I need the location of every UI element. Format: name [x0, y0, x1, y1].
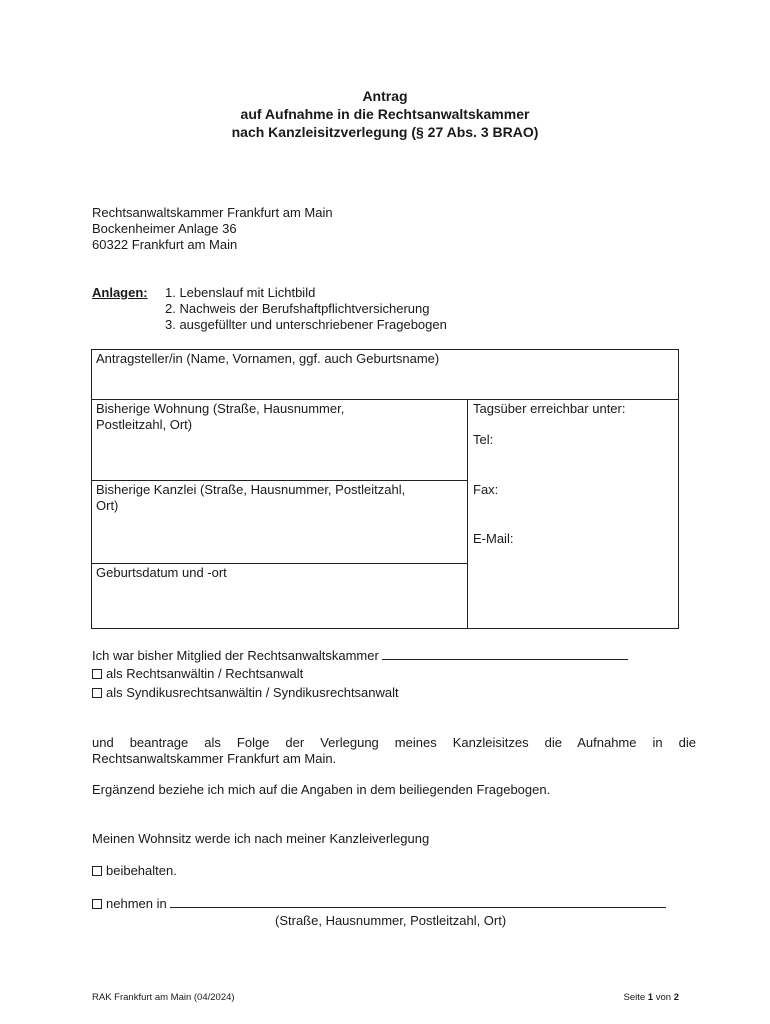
attachments-label: Anlagen:: [92, 285, 148, 300]
membership-line: [92, 648, 628, 664]
option-lawyer: [92, 666, 303, 682]
attachments-list: [165, 285, 447, 333]
recipient-address: [92, 205, 333, 253]
membership-text: Ich war bisher Mitglied der Rechtsanwaltskammer: [92, 648, 379, 663]
new-residence-input[interactable]: [170, 896, 666, 908]
office-field[interactable]: [91, 480, 468, 564]
title-line-1: Antrag: [362, 88, 408, 104]
footer-left: RAK Frankfurt am Main (04/2024): [92, 992, 235, 1003]
reference-paragraph: Ergänzend beziehe ich mich auf die Angaben in dem beiliegenden Fragebogen.: [92, 782, 551, 797]
residence-hint: (Straße, Hausnummer, Postleitzahl, Ort): [275, 913, 507, 928]
attachment-item: 2. Nachweis der Berufshaftpflichtversicherung: [165, 301, 430, 316]
syndic-checkbox[interactable]: [92, 688, 102, 698]
keep-checkbox[interactable]: [92, 866, 102, 876]
take-checkbox[interactable]: [92, 899, 102, 909]
request-paragraph: [92, 735, 696, 767]
option-syndic-label: als Syndikusrechtsanwältin / Syndikusrechtsanwalt: [106, 685, 399, 700]
page-number: Seite 1 von 2: [623, 992, 679, 1003]
option-lawyer-label: als Rechtsanwältin / Rechtsanwalt: [106, 666, 304, 681]
contact-field[interactable]: [467, 399, 679, 629]
address-line-1: Rechtsanwaltskammer Frankfurt am Main: [92, 205, 333, 220]
option-take: [92, 896, 666, 912]
address-line-3: 60322 Frankfurt am Main: [92, 237, 238, 252]
take-label: nehmen in: [106, 896, 167, 911]
birth-field[interactable]: [91, 563, 468, 629]
option-syndic: [92, 685, 399, 701]
option-keep: [92, 863, 177, 879]
lawyer-checkbox[interactable]: [92, 669, 102, 679]
attachment-item: 3. ausgefüllter und unterschriebener Fragebogen: [165, 317, 447, 332]
document-title: [0, 87, 770, 141]
email-label: E-Mail:: [473, 531, 514, 546]
attachment-item: 1. Lebenslauf mit Lichtbild: [165, 285, 316, 300]
contact-title: Tagsüber erreichbar unter:: [473, 401, 626, 416]
title-line-2: auf Aufnahme in die Rechtsanwaltskammer: [240, 106, 530, 122]
residence-label: Bisherige Wohnung (Straße, Hausnummer, Postleitzahl, Ort): [96, 401, 345, 432]
fax-label: Fax:: [473, 482, 499, 497]
request-line-1: und beantrage als Folge der Verlegung meines Kanzleisitzes die Aufnahme in die: [92, 735, 696, 750]
tel-label: Tel:: [473, 432, 494, 447]
office-label: Bisherige Kanzlei (Straße, Hausnummer, Postleitzahl, Ort): [96, 482, 406, 513]
membership-chamber-input[interactable]: [382, 648, 628, 660]
birth-label: Geburtsdatum und -ort: [96, 565, 227, 580]
applicant-label: Antragsteller/in (Name, Vornamen, ggf. auch Geburtsname): [96, 351, 440, 366]
applicant-field[interactable]: [91, 349, 679, 400]
residence-field[interactable]: [91, 399, 468, 481]
request-line-2: Rechtsanwaltskammer Frankfurt am Main.: [92, 751, 337, 766]
address-line-2: Bockenheimer Anlage 36: [92, 221, 237, 236]
residence-intro: Meinen Wohnsitz werde ich nach meiner Kanzleiverlegung: [92, 831, 430, 846]
title-line-3: nach Kanzleisitzverlegung (§ 27 Abs. 3 BRAO): [231, 124, 539, 140]
keep-label: beibehalten.: [106, 863, 177, 878]
